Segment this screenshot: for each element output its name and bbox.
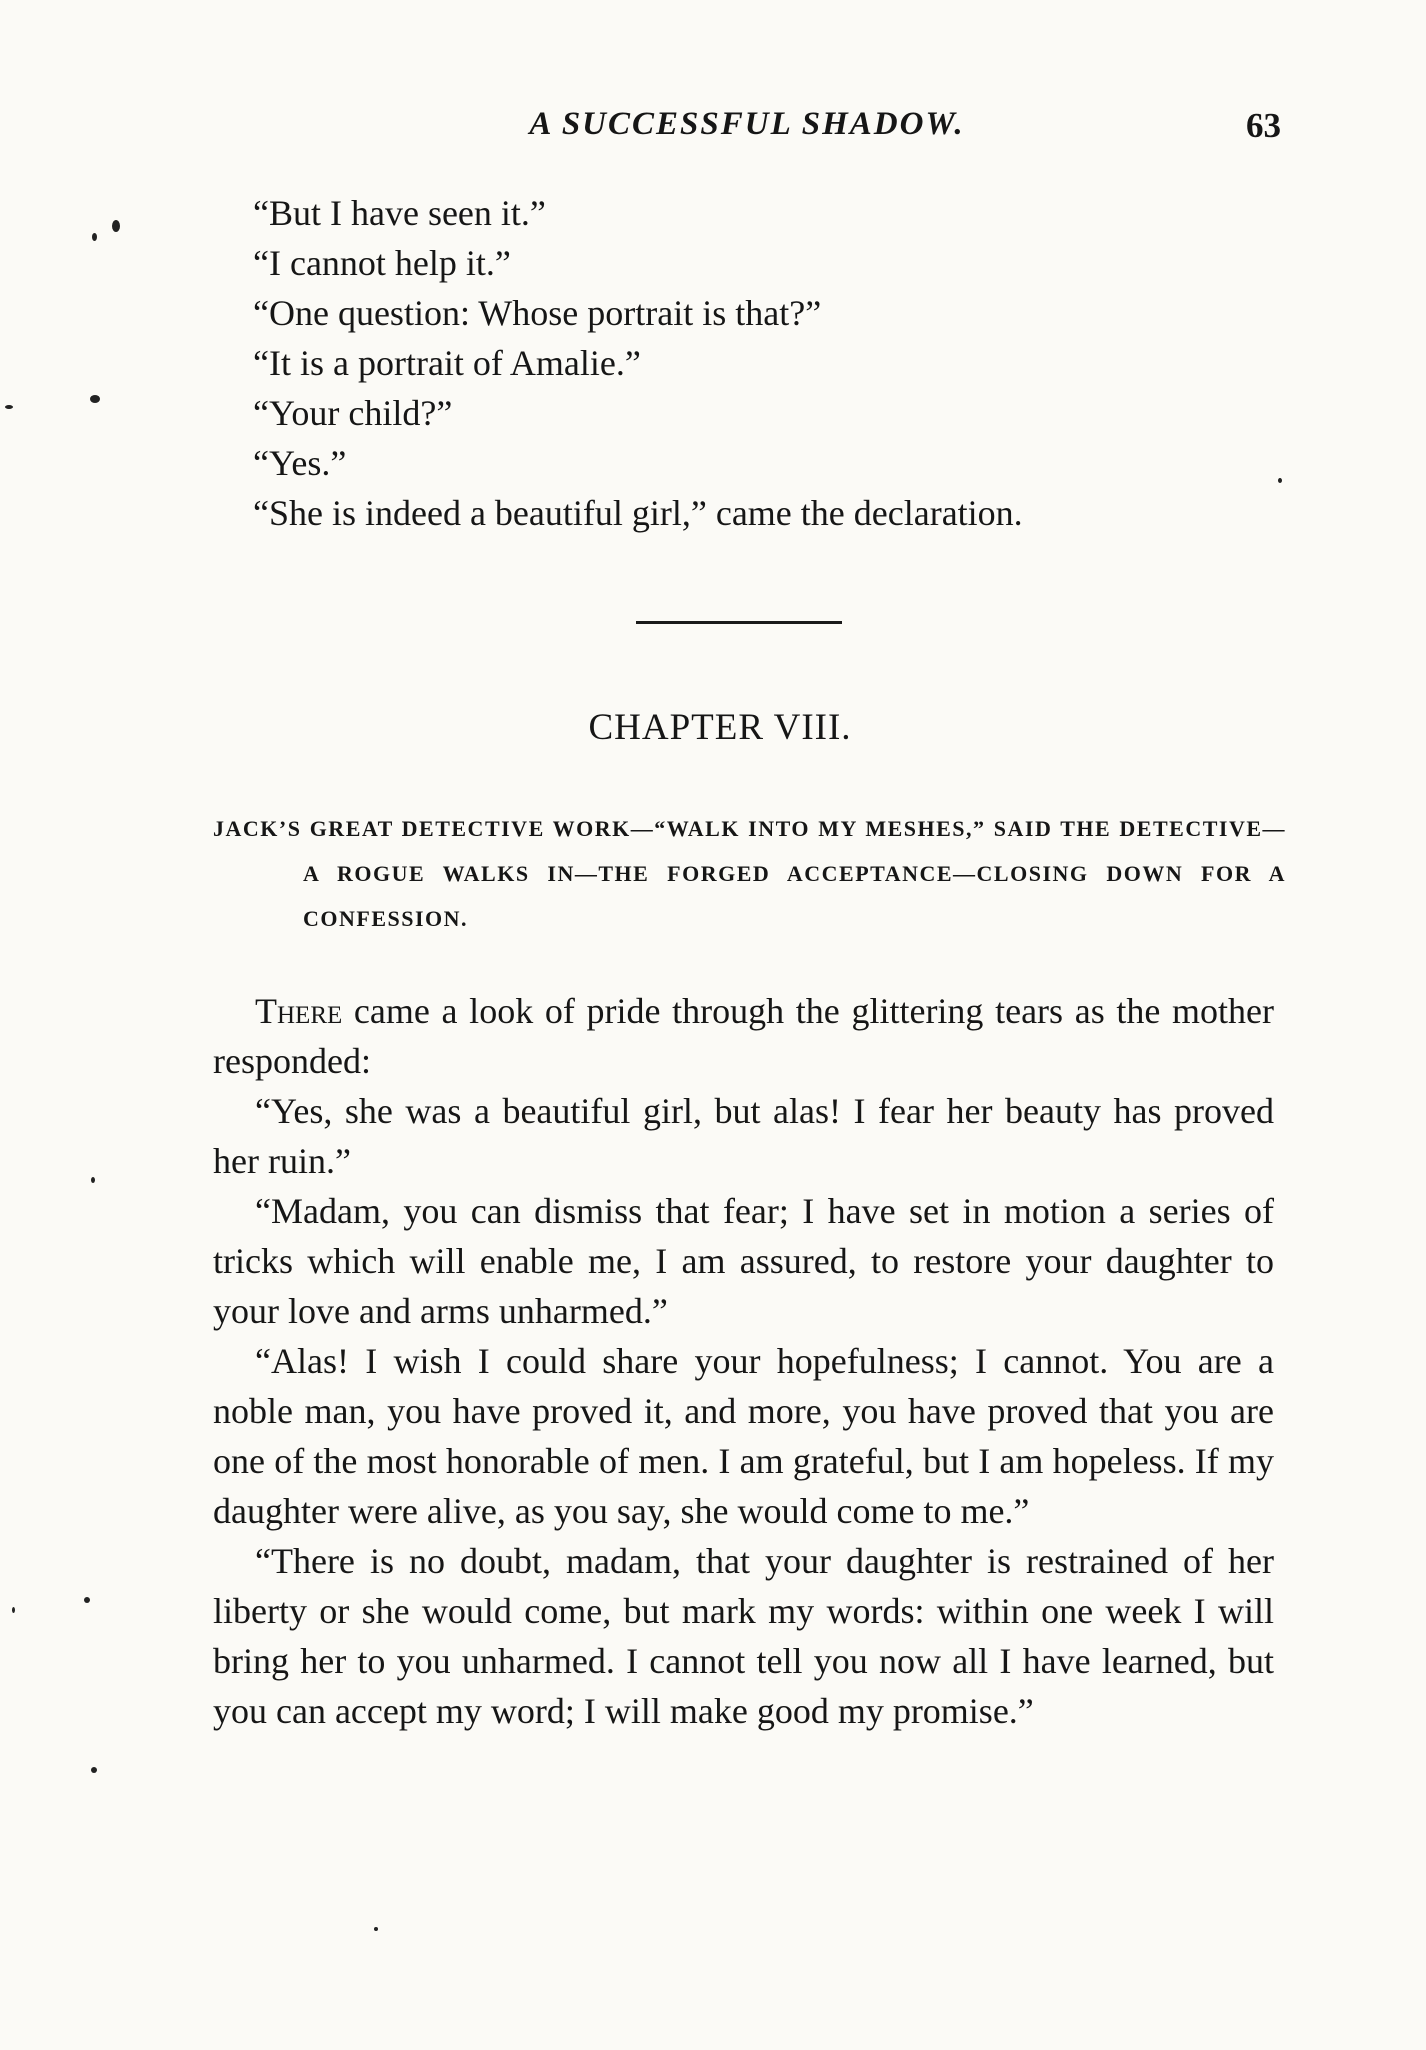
scan-speck bbox=[84, 1597, 90, 1603]
paragraph: “Alas! I wish I could share your hopefulness; I cannot. You are a noble man, you have proved it, and more, you have proved that you are one of the most honorable of men. I am grateful, but I am hopeless. If my daughter were alive, as you say, she would come to me.” bbox=[213, 1341, 1274, 1531]
scan-speck bbox=[91, 1177, 95, 1183]
dialogue-line: “She is indeed a beautiful girl,” came the declaration. bbox=[253, 493, 1023, 533]
dialogue-line: “It is a portrait of Amalie.” bbox=[253, 343, 641, 383]
body-text bbox=[213, 986, 1274, 1736]
drop-word: There bbox=[255, 991, 343, 1031]
scan-speck bbox=[1278, 478, 1282, 483]
scan-speck bbox=[374, 1927, 378, 1931]
paragraph: “Madam, you can dismiss that fear; I have set in motion a series of tricks which will enable me, I am assured, to restore your daughter to your love and arms unharmed.” bbox=[213, 1191, 1274, 1331]
chapter-synopsis bbox=[213, 806, 1286, 941]
section-divider bbox=[636, 621, 842, 624]
paragraph: “There is no doubt, madam, that your daughter is restrained of her liberty or she would come, but mark my words: within one week I will bring her to you unharmed. I cannot tell you now all I have learned, but you can accept my word; I will make good my promise.” bbox=[213, 1541, 1274, 1731]
chapter-heading: CHAPTER VIII. bbox=[588, 707, 852, 748]
dialogue-line: “I cannot help it.” bbox=[253, 243, 511, 283]
scan-speck bbox=[5, 405, 13, 409]
scan-speck bbox=[112, 220, 120, 232]
dialogue-line: “Your child?” bbox=[253, 393, 453, 433]
dialogue-block bbox=[253, 188, 1273, 538]
scan-speck bbox=[12, 1607, 15, 1613]
page-number: 63 bbox=[1246, 106, 1281, 145]
scan-speck bbox=[91, 1767, 97, 1773]
chapter-synopsis-text: JACK’S GREAT DETECTIVE WORK—“WALK INTO MY MESHES,” SAID THE DETECTIVE—A ROGUE WALKS IN—THE FORGED ACCEPTANCE—CLOSING DOWN FOR A CONFESSION. bbox=[213, 816, 1286, 931]
dialogue-line: “One question: Whose portrait is that?” bbox=[253, 293, 822, 333]
scan-speck bbox=[92, 233, 97, 241]
paragraph bbox=[213, 986, 1274, 1086]
paragraph-text: came a look of pride through the glittering tears as the mother responded: bbox=[213, 991, 1274, 1081]
running-head bbox=[213, 106, 1281, 162]
dialogue-line: “Yes.” bbox=[253, 443, 347, 483]
paragraph: “Yes, she was a beautiful girl, but alas! I fear her beauty has proved her ruin.” bbox=[213, 1091, 1274, 1181]
dialogue-line: “But I have seen it.” bbox=[253, 193, 546, 233]
scan-speck bbox=[90, 395, 100, 403]
running-title: A SUCCESSFUL SHADOW. bbox=[529, 106, 965, 142]
